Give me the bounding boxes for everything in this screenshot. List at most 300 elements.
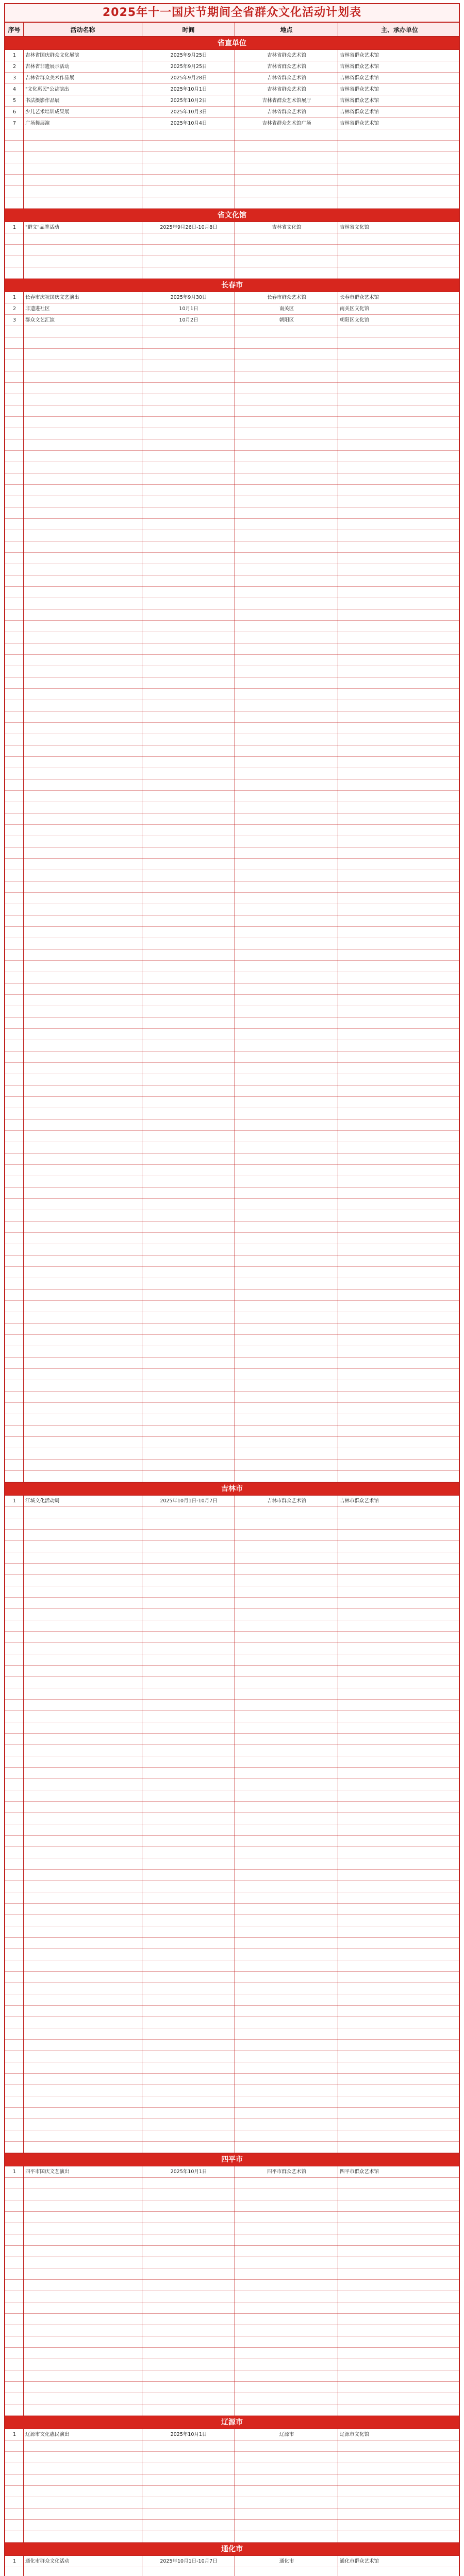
cell-place: 朝阳区 — [279, 317, 294, 323]
table-row — [5, 2166, 459, 2178]
cell-no — [5, 1870, 24, 1881]
cell-place — [235, 152, 338, 163]
cell-place — [235, 745, 338, 757]
cell-time — [142, 541, 235, 553]
cell-name — [24, 394, 142, 405]
table-row — [5, 1915, 459, 1926]
cell-no — [5, 802, 24, 814]
cell-no — [5, 2314, 24, 2325]
cell-name — [24, 129, 142, 141]
cell-name — [24, 609, 142, 621]
cell-place — [235, 1994, 338, 2006]
cell-org: 吉林省群众艺术馆 — [340, 64, 379, 70]
cell-no — [5, 723, 24, 734]
cell-org — [338, 1426, 461, 1437]
cell-time — [142, 1210, 235, 1222]
cell-no — [5, 1471, 24, 1482]
cell-no — [5, 655, 24, 666]
cell-no — [5, 2178, 24, 2189]
cell-no — [5, 1915, 24, 1926]
cell-org — [338, 1666, 461, 1677]
table-row — [5, 2382, 459, 2393]
cell-no — [5, 632, 24, 643]
table-row — [5, 711, 459, 723]
cell-no: 2 — [12, 306, 16, 312]
cell-place — [235, 2475, 338, 2486]
cell-org: 吉林省群众艺术馆 — [340, 53, 379, 58]
cell-name — [24, 1108, 142, 1120]
table-row — [5, 655, 459, 666]
table-row — [5, 417, 459, 428]
cell-no — [5, 950, 24, 961]
cell-time — [142, 575, 235, 587]
cell-time — [142, 1278, 235, 1290]
cell-place — [235, 1688, 338, 1700]
cell-no — [5, 2006, 24, 2017]
table-row — [5, 1414, 459, 1426]
cell-name — [24, 2246, 142, 2257]
cell-place — [235, 473, 338, 485]
cell-no — [5, 1926, 24, 1938]
cell-no — [5, 1666, 24, 1677]
cell-name — [24, 2441, 142, 2452]
column-header-place: 地点 — [235, 23, 338, 36]
cell-no — [5, 1074, 24, 1086]
cell-name — [24, 2017, 142, 2028]
cell-place — [235, 927, 338, 938]
cell-place — [235, 2314, 338, 2325]
cell-name — [24, 2359, 142, 2370]
cell-org — [338, 1471, 461, 1482]
cell-time — [142, 1244, 235, 1256]
cell-org — [338, 1858, 461, 1870]
cell-place — [235, 2040, 338, 2051]
table-row — [5, 1881, 459, 1892]
table-row — [5, 700, 459, 711]
table-row — [5, 1609, 459, 1620]
cell-name — [24, 1677, 142, 1688]
cell-place — [235, 417, 338, 428]
cell-no — [5, 1518, 24, 1530]
cell-org — [338, 564, 461, 575]
cell-org — [338, 848, 461, 859]
cell-name — [24, 1233, 142, 1244]
cell-time: 2025年9月28日 — [170, 75, 207, 81]
cell-place — [235, 2212, 338, 2223]
cell-name — [24, 1380, 142, 1392]
cell-time — [142, 1199, 235, 1210]
cell-place — [235, 961, 338, 972]
table-row — [5, 1722, 459, 1734]
table-row — [5, 1949, 459, 1960]
cell-name — [24, 1278, 142, 1290]
cell-time — [142, 961, 235, 972]
cell-place — [235, 2325, 338, 2336]
cell-no — [5, 439, 24, 451]
cell-no — [5, 689, 24, 700]
cell-org — [338, 197, 461, 209]
table-row — [5, 1904, 459, 1915]
cell-name — [24, 825, 142, 836]
cell-place — [235, 507, 338, 519]
cell-time — [142, 2212, 235, 2223]
cell-no — [5, 1904, 24, 1915]
cell-place — [235, 530, 338, 541]
cell-place — [235, 655, 338, 666]
cell-no: 5 — [12, 98, 16, 104]
cell-time — [142, 1586, 235, 1598]
cell-no — [5, 587, 24, 598]
cell-no — [5, 1756, 24, 1768]
cell-no — [5, 677, 24, 689]
cell-place — [235, 1541, 338, 1552]
cell-no — [5, 1097, 24, 1108]
cell-org: 吉林省群众艺术馆 — [340, 121, 379, 126]
cell-no — [5, 2336, 24, 2348]
cell-no — [5, 186, 24, 197]
cell-no — [5, 1165, 24, 1176]
cell-place — [235, 541, 338, 553]
cell-place — [235, 2006, 338, 2017]
cell-time — [142, 621, 235, 632]
cell-name — [24, 2212, 142, 2223]
cell-place — [235, 1142, 338, 1154]
cell-org — [338, 530, 461, 541]
cell-no — [5, 2348, 24, 2359]
cell-time — [142, 1904, 235, 1915]
cell-name — [24, 723, 142, 734]
cell-time — [142, 1052, 235, 1063]
table-row — [5, 2497, 459, 2509]
cell-place — [235, 2370, 338, 2382]
table-row — [5, 186, 459, 197]
table-row — [5, 757, 459, 768]
cell-place: 吉林省群众艺术馆广场 — [262, 121, 311, 126]
cell-org — [338, 1552, 461, 1564]
section-3 — [4, 279, 460, 1482]
cell-org — [338, 711, 461, 723]
cell-time — [142, 1290, 235, 1301]
cell-time — [142, 1233, 235, 1244]
cell-org — [338, 428, 461, 439]
cell-no — [5, 451, 24, 462]
cell-place — [235, 1335, 338, 1346]
cell-time — [142, 1040, 235, 1052]
cell-no — [5, 371, 24, 383]
cell-name — [24, 1790, 142, 1802]
cell-org — [338, 1380, 461, 1392]
table-row — [5, 129, 459, 141]
cell-time — [142, 129, 235, 141]
cell-name — [24, 2302, 142, 2314]
cell-time — [142, 2096, 235, 2108]
cell-org — [338, 1654, 461, 1666]
cell-no — [5, 1131, 24, 1142]
cell-org — [338, 1541, 461, 1552]
cell-place — [235, 2280, 338, 2291]
cell-org — [338, 1052, 461, 1063]
cell-org — [338, 1165, 461, 1176]
cell-no — [5, 711, 24, 723]
cell-no — [5, 1301, 24, 1312]
cell-time — [142, 2200, 235, 2212]
table-row — [5, 163, 459, 175]
cell-time — [142, 1768, 235, 1779]
section-rows — [5, 2556, 459, 2576]
table-row — [5, 723, 459, 734]
cell-place — [235, 2302, 338, 2314]
cell-no — [5, 1335, 24, 1346]
table-row — [5, 2314, 459, 2325]
cell-time — [142, 553, 235, 564]
cell-org — [338, 1768, 461, 1779]
cell-name — [24, 1575, 142, 1586]
cell-place — [235, 394, 338, 405]
cell-org — [338, 689, 461, 700]
cell-org — [338, 1507, 461, 1518]
cell-place — [235, 2108, 338, 2119]
table-row — [5, 1312, 459, 1324]
cell-org — [338, 1983, 461, 1994]
cell-place — [235, 1346, 338, 1358]
cell-time — [142, 1824, 235, 1836]
cell-time — [142, 1666, 235, 1677]
cell-org — [338, 1824, 461, 1836]
cell-place — [235, 1448, 338, 1460]
table-row — [5, 1858, 459, 1870]
cell-no — [5, 1290, 24, 1301]
cell-name — [24, 1858, 142, 1870]
cell-name — [24, 632, 142, 643]
cell-name — [24, 575, 142, 587]
cell-no — [5, 1994, 24, 2006]
cell-place — [235, 371, 338, 383]
cell-time: 2025年9月30日 — [170, 295, 207, 300]
cell-org — [338, 768, 461, 779]
cell-org — [338, 175, 461, 186]
cell-name — [24, 1994, 142, 2006]
cell-time — [142, 1598, 235, 1609]
cell-no — [5, 870, 24, 882]
cell-place — [235, 1734, 338, 1745]
cell-org — [338, 2212, 461, 2223]
cell-org — [338, 2531, 461, 2543]
cell-org — [338, 405, 461, 417]
table-row — [5, 1324, 459, 1335]
table-row — [5, 1586, 459, 1598]
cell-no — [5, 175, 24, 186]
cell-place — [235, 1358, 338, 1369]
cell-place — [235, 1881, 338, 1892]
table-row — [5, 292, 459, 303]
cell-time — [142, 2520, 235, 2531]
cell-no — [5, 383, 24, 394]
table-row — [5, 2017, 459, 2028]
cell-time — [142, 2017, 235, 2028]
section-5 — [4, 2153, 460, 2416]
cell-time — [142, 1938, 235, 1949]
cell-name — [24, 2567, 142, 2576]
cell-org — [338, 473, 461, 485]
table-row — [5, 1620, 459, 1632]
cell-no — [5, 2040, 24, 2051]
cell-name — [24, 1541, 142, 1552]
cell-place — [235, 1267, 338, 1278]
table-row — [5, 84, 459, 95]
cell-org — [338, 587, 461, 598]
table-row — [5, 1496, 459, 1507]
cell-time — [142, 186, 235, 197]
cell-place: 吉林省群众艺术馆 — [267, 75, 306, 81]
cell-no: 1 — [12, 225, 16, 230]
table-row — [5, 1256, 459, 1267]
cell-org — [338, 1176, 461, 1188]
cell-no — [5, 2074, 24, 2085]
cell-place — [235, 791, 338, 802]
cell-name — [24, 2404, 142, 2416]
table-row — [5, 2130, 459, 2142]
table-row — [5, 904, 459, 916]
cell-name — [24, 1324, 142, 1335]
table-row — [5, 1290, 459, 1301]
table-row — [5, 1267, 459, 1278]
cell-time: 2025年10月4日 — [170, 121, 207, 126]
cell-org: 吉林省群众艺术馆 — [340, 98, 379, 104]
cell-place — [235, 1870, 338, 1881]
cell-org — [338, 2096, 461, 2108]
cell-org — [338, 186, 461, 197]
cell-place — [235, 1983, 338, 1994]
cell-time — [142, 496, 235, 507]
cell-time — [142, 1222, 235, 1233]
cell-time — [142, 360, 235, 371]
cell-org — [338, 745, 461, 757]
cell-time — [142, 643, 235, 655]
table-row — [5, 1824, 459, 1836]
cell-org — [338, 1518, 461, 1530]
cell-time — [142, 1858, 235, 1870]
table-row — [5, 621, 459, 632]
cell-time — [142, 530, 235, 541]
cell-org — [338, 1074, 461, 1086]
cell-time — [142, 1632, 235, 1643]
table-row — [5, 337, 459, 349]
cell-org — [338, 2291, 461, 2302]
table-row — [5, 1244, 459, 1256]
cell-org — [338, 1836, 461, 1847]
cell-org — [338, 700, 461, 711]
cell-no — [5, 2246, 24, 2257]
cell-org — [338, 1029, 461, 1040]
cell-org — [338, 825, 461, 836]
cell-no: 1 — [12, 1498, 16, 1504]
table-row — [5, 1983, 459, 1994]
cell-no — [5, 233, 24, 245]
cell-time — [142, 814, 235, 825]
cell-place — [235, 916, 338, 927]
table-row — [5, 1768, 459, 1779]
table-row — [5, 802, 459, 814]
cell-no — [5, 1346, 24, 1358]
cell-org — [338, 2314, 461, 2325]
cell-org: 吉林省群众艺术馆 — [340, 75, 379, 81]
cell-name — [24, 1518, 142, 1530]
cell-place: 南关区 — [279, 306, 294, 312]
cell-place — [235, 1074, 338, 1086]
cell-name — [24, 768, 142, 779]
cell-name — [24, 677, 142, 689]
cell-place — [235, 1290, 338, 1301]
cell-no — [5, 814, 24, 825]
cell-org — [338, 1278, 461, 1290]
cell-name — [24, 814, 142, 825]
cell-place — [235, 337, 338, 349]
cell-org — [338, 1756, 461, 1768]
cell-place — [235, 587, 338, 598]
table-row — [5, 1460, 459, 1471]
cell-time — [142, 2370, 235, 2382]
cell-place — [235, 1960, 338, 1972]
table-row — [5, 360, 459, 371]
cell-time — [142, 1552, 235, 1564]
cell-place — [235, 1915, 338, 1926]
cell-no — [5, 984, 24, 995]
cell-no — [5, 1734, 24, 1745]
cell-time — [142, 893, 235, 904]
cell-org — [338, 383, 461, 394]
table-row — [5, 814, 459, 825]
table-row — [5, 598, 459, 609]
table-row — [5, 439, 459, 451]
cell-time — [142, 995, 235, 1006]
cell-time — [142, 1575, 235, 1586]
cell-org — [338, 439, 461, 451]
table-row — [5, 1222, 459, 1233]
cell-org — [338, 2085, 461, 2096]
cell-org — [338, 2051, 461, 2062]
cell-place — [235, 1858, 338, 1870]
page-title: 2025年十一国庆节期间全省群众文化活动计划表 — [4, 3, 460, 22]
cell-name — [24, 1290, 142, 1301]
table-row — [5, 1700, 459, 1711]
cell-org — [338, 1598, 461, 1609]
cell-place — [235, 1210, 338, 1222]
table-row — [5, 1926, 459, 1938]
cell-time: 2025年10月1日 — [170, 2432, 207, 2437]
cell-time — [142, 1324, 235, 1335]
cell-time — [142, 870, 235, 882]
cell-place: 吉林省群众艺术馆 — [267, 53, 306, 58]
table-row — [5, 175, 459, 186]
cell-place — [235, 768, 338, 779]
cell-org — [338, 1154, 461, 1165]
cell-time — [142, 825, 235, 836]
cell-org — [338, 1392, 461, 1403]
cell-time — [142, 1301, 235, 1312]
table-row — [5, 2051, 459, 2062]
cell-name — [24, 2486, 142, 2497]
cell-no — [5, 349, 24, 360]
cell-name — [24, 326, 142, 337]
cell-time — [142, 1972, 235, 1983]
cell-no — [5, 507, 24, 519]
cell-name — [24, 1722, 142, 1734]
cell-name — [24, 1301, 142, 1312]
table-row — [5, 1120, 459, 1131]
cell-no — [5, 1199, 24, 1210]
table-row — [5, 825, 459, 836]
cell-place — [235, 1666, 338, 1677]
